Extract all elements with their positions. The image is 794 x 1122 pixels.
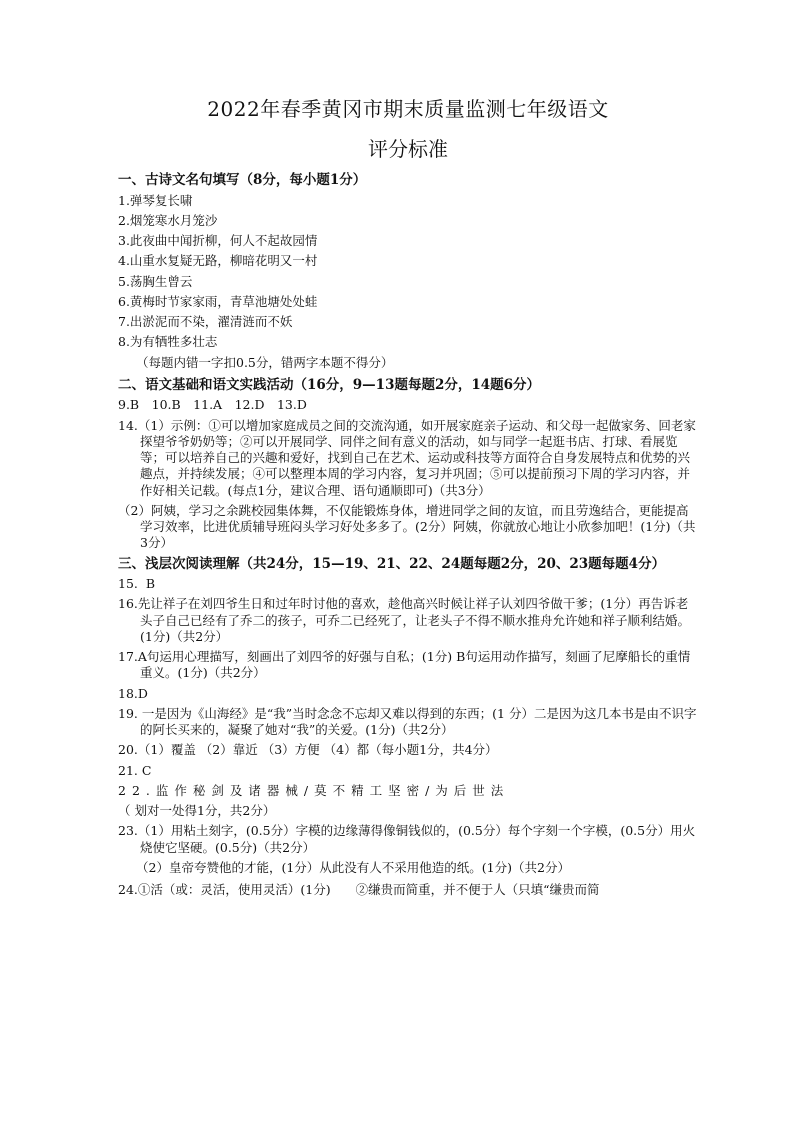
document-page xyxy=(118,96,698,902)
answer-14-1: 14.（1）示例：①可以增加家庭成员之间的交流沟通，如开展家庭亲子运动、和父母一起做家务、回老家探望爷爷奶奶等；②可以开展同学、同伴之间有意义的活动，如与同学一起逛书店、打球、看展览等；可以培养自己的兴趣和爱好，找到自己在艺术、运动或科技等方面符合自身发展特点和优势的兴趣点，并持续发展；④可以整理本周的学习内容，复习并巩固；⑤可以提前预习下周的学习内容，并作好相关记载。(每点1分，建议合理、语句通顺即可)（共3分） xyxy=(118,417,696,498)
answer-1: 1.弹琴复长啸 xyxy=(118,192,193,208)
answer-23-1: 23.（1）用粘土刻字，(0.5分）字模的边缘薄得像铜钱似的，(0.5分）每个字刻一个字模，(0.5分）用火烧使它坚硬。(0.5分)（共2分） xyxy=(118,823,696,855)
answer-4: 4.山重水复疑无路，柳暗花明又一村 xyxy=(118,253,318,269)
answer-9-13: 9.B 10.B 11.A 12.D 13.D xyxy=(118,397,307,413)
answer-19: 19. 一是因为《山海经》是“我”当时念念不忘却又难以得到的东西；(1 分）二是因为这几本书是由不识字的阿长买来的，凝聚了她对“我”的关爱。(1分)（共2分） xyxy=(118,705,697,738)
answer-18: 18.D xyxy=(118,685,148,701)
answer-20: 20.（1）覆盖 （2）靠近 （3）方便 （4）都（每小题1分，共4分） xyxy=(118,742,498,758)
answer-22: 22.监作秘剑及诸器械/莫不精工坚密/为后世法 xyxy=(118,782,510,798)
section-1-note: （每题内错一字扣0.5分，错两字本题不得分） xyxy=(136,354,394,370)
answer-2: 2.烟笼寒水月笼沙 xyxy=(118,212,218,228)
answer-21: 21. C xyxy=(118,762,152,778)
section-3-heading: 三、浅层次阅读理解（共24分，15—19、21、22、24题每题2分，20、23题每题4分） xyxy=(118,555,666,572)
answer-24: 24.①活（或：灵活，使用灵活）(1分) ②缣贵而简重，并不便于人（只填“缣贵而简 xyxy=(118,882,600,898)
answer-8: 8.为有牺牲多壮志 xyxy=(118,334,218,350)
answer-22-note: （ 划对一处得1分，共2分） xyxy=(118,803,276,819)
page-subtitle: 评分标准 xyxy=(368,137,448,161)
answer-17: 17.A句运用心理描写，刻画出了刘四爷的好强与自私；(1分) B句运用动作描写，刻画了尼摩船长的重情重义。(1分)（共2分） xyxy=(118,649,691,681)
answer-7: 7.出淤泥而不染，濯清涟而不妖 xyxy=(118,314,293,330)
answer-15: 15. B xyxy=(118,576,156,592)
answer-14-2: （2）阿姨，学习之余跳校园集体舞，不仅能锻炼身体，增进同学之间的友谊，而且劳逸结合，更能提高学习效率，比进优质辅导班闷头学习好处多多了。(2分）阿姨，你就放心地让小欣参加吧！(1分)（共3分） xyxy=(118,502,696,551)
answer-5: 5.荡胸生曾云 xyxy=(118,273,193,289)
section-1-heading: 一、古诗文名句填写（8分，每小题1分） xyxy=(118,172,367,188)
answer-6: 6.黄梅时节家家雨，青草池塘处处蛙 xyxy=(118,293,318,309)
section-2-heading: 二、语文基础和语文实践活动（16分，9—13题每题2分，14题6分） xyxy=(118,376,541,393)
answer-16: 16.先让祥子在刘四爷生日和过年时讨他的喜欢，趁他高兴时候让祥子认刘四爷做干爹；(1分）再告诉老头子自己已经有了乔二的孩子，可乔二已经死了，让老头子不得不顺水推舟允许她和祥子顺利结婚。(1分)（共2分） xyxy=(118,596,691,644)
page-title: 2022年春季黄冈市期末质量监测七年级语文 xyxy=(207,97,609,121)
answer-3: 3.此夜曲中闻折柳，何人不起故园情 xyxy=(118,233,318,249)
answer-23-2: （2）皇帝夸赞他的才能，(1分）从此没有人不采用他造的纸。(1分)（共2分） xyxy=(136,859,570,875)
